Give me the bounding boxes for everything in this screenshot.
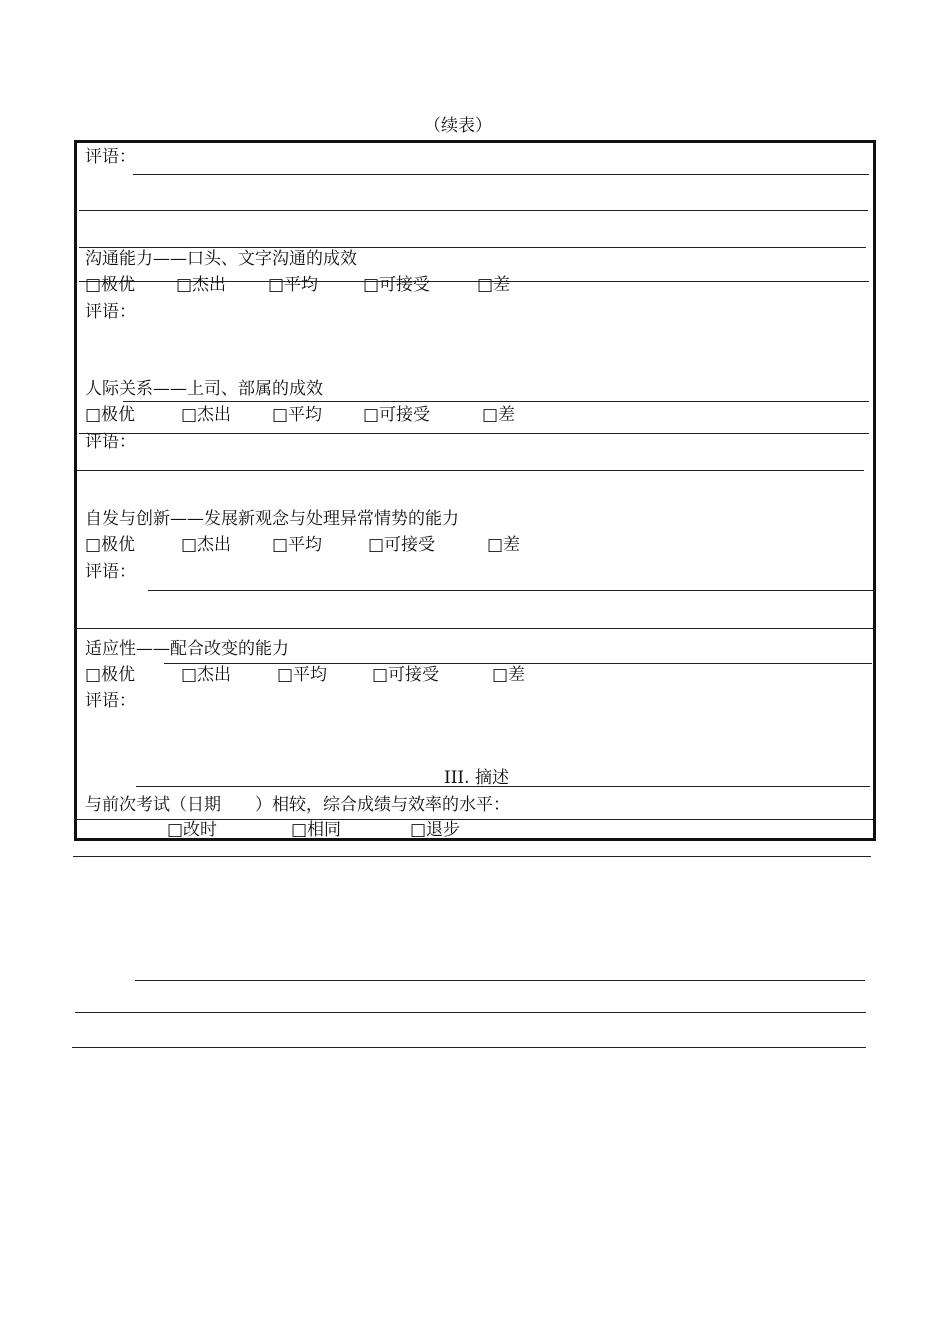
comparison-text: 与前次考试（日期 ）相较，综合成绩与效率的水平： bbox=[85, 795, 510, 815]
option-excellent-checkbox[interactable]: □极优 bbox=[85, 405, 136, 425]
option-outstanding-checkbox[interactable]: □杰出 bbox=[176, 275, 227, 295]
comment-line bbox=[72, 1047, 866, 1048]
criterion-title-initiative: 自发与创新——发展新观念与处理异常情势的能力 bbox=[85, 509, 459, 529]
criterion-title-interpersonal: 人际关系——上司、部属的成效 bbox=[85, 379, 323, 399]
comment-label: 评语： bbox=[85, 691, 136, 711]
option-outstanding-checkbox[interactable]: □杰出 bbox=[181, 405, 232, 425]
comment-line bbox=[77, 470, 864, 471]
option-average-checkbox[interactable]: □平均 bbox=[277, 665, 328, 685]
continued-label: （续表） bbox=[424, 116, 492, 136]
option-acceptable-checkbox[interactable]: □可接受 bbox=[368, 535, 436, 555]
evaluation-form-frame bbox=[74, 140, 876, 841]
option-poor-checkbox[interactable]: □差 bbox=[477, 275, 511, 295]
comment-line bbox=[135, 980, 865, 981]
comment-line bbox=[74, 628, 876, 629]
option-outstanding-checkbox[interactable]: □杰出 bbox=[181, 535, 232, 555]
option-outstanding-checkbox[interactable]: □杰出 bbox=[181, 665, 232, 685]
option-average-checkbox[interactable]: □平均 bbox=[272, 405, 323, 425]
option-average-checkbox[interactable]: □平均 bbox=[272, 535, 323, 555]
option-regressed-checkbox[interactable]: □退步 bbox=[410, 820, 461, 840]
option-poor-checkbox[interactable]: □差 bbox=[492, 665, 526, 685]
option-excellent-checkbox[interactable]: □极优 bbox=[85, 535, 136, 555]
comment-line bbox=[79, 247, 866, 248]
option-acceptable-checkbox[interactable]: □可接受 bbox=[363, 405, 431, 425]
option-excellent-checkbox[interactable]: □极优 bbox=[85, 275, 136, 295]
option-poor-checkbox[interactable]: □差 bbox=[487, 535, 521, 555]
comment-line bbox=[79, 433, 869, 434]
comment-line bbox=[79, 210, 868, 211]
comment-line bbox=[136, 786, 870, 787]
option-acceptable-checkbox[interactable]: □可接受 bbox=[372, 665, 440, 685]
criterion-title-communication: 沟通能力——口头、文字沟通的成效 bbox=[85, 249, 357, 269]
comment-label: 评语： bbox=[85, 147, 136, 167]
option-acceptable-checkbox[interactable]: □可接受 bbox=[363, 275, 431, 295]
summary-heading: III. 摘述 bbox=[444, 768, 509, 788]
comment-line bbox=[73, 856, 871, 857]
comment-label: 评语： bbox=[85, 562, 136, 582]
comment-line bbox=[133, 174, 869, 175]
comment-label: 评语： bbox=[85, 432, 136, 452]
comment-label: 评语： bbox=[85, 302, 136, 322]
option-excellent-checkbox[interactable]: □极优 bbox=[85, 665, 136, 685]
option-same-checkbox[interactable]: □相同 bbox=[291, 820, 342, 840]
comment-line bbox=[164, 663, 872, 664]
option-poor-checkbox[interactable]: □差 bbox=[482, 405, 516, 425]
option-average-checkbox[interactable]: □平均 bbox=[268, 275, 319, 295]
option-improved-checkbox[interactable]: □改时 bbox=[167, 820, 218, 840]
comment-line bbox=[123, 401, 869, 402]
comment-line bbox=[75, 1012, 866, 1013]
criterion-title-adaptability: 适应性——配合改变的能力 bbox=[85, 639, 289, 659]
comment-line bbox=[148, 590, 875, 591]
